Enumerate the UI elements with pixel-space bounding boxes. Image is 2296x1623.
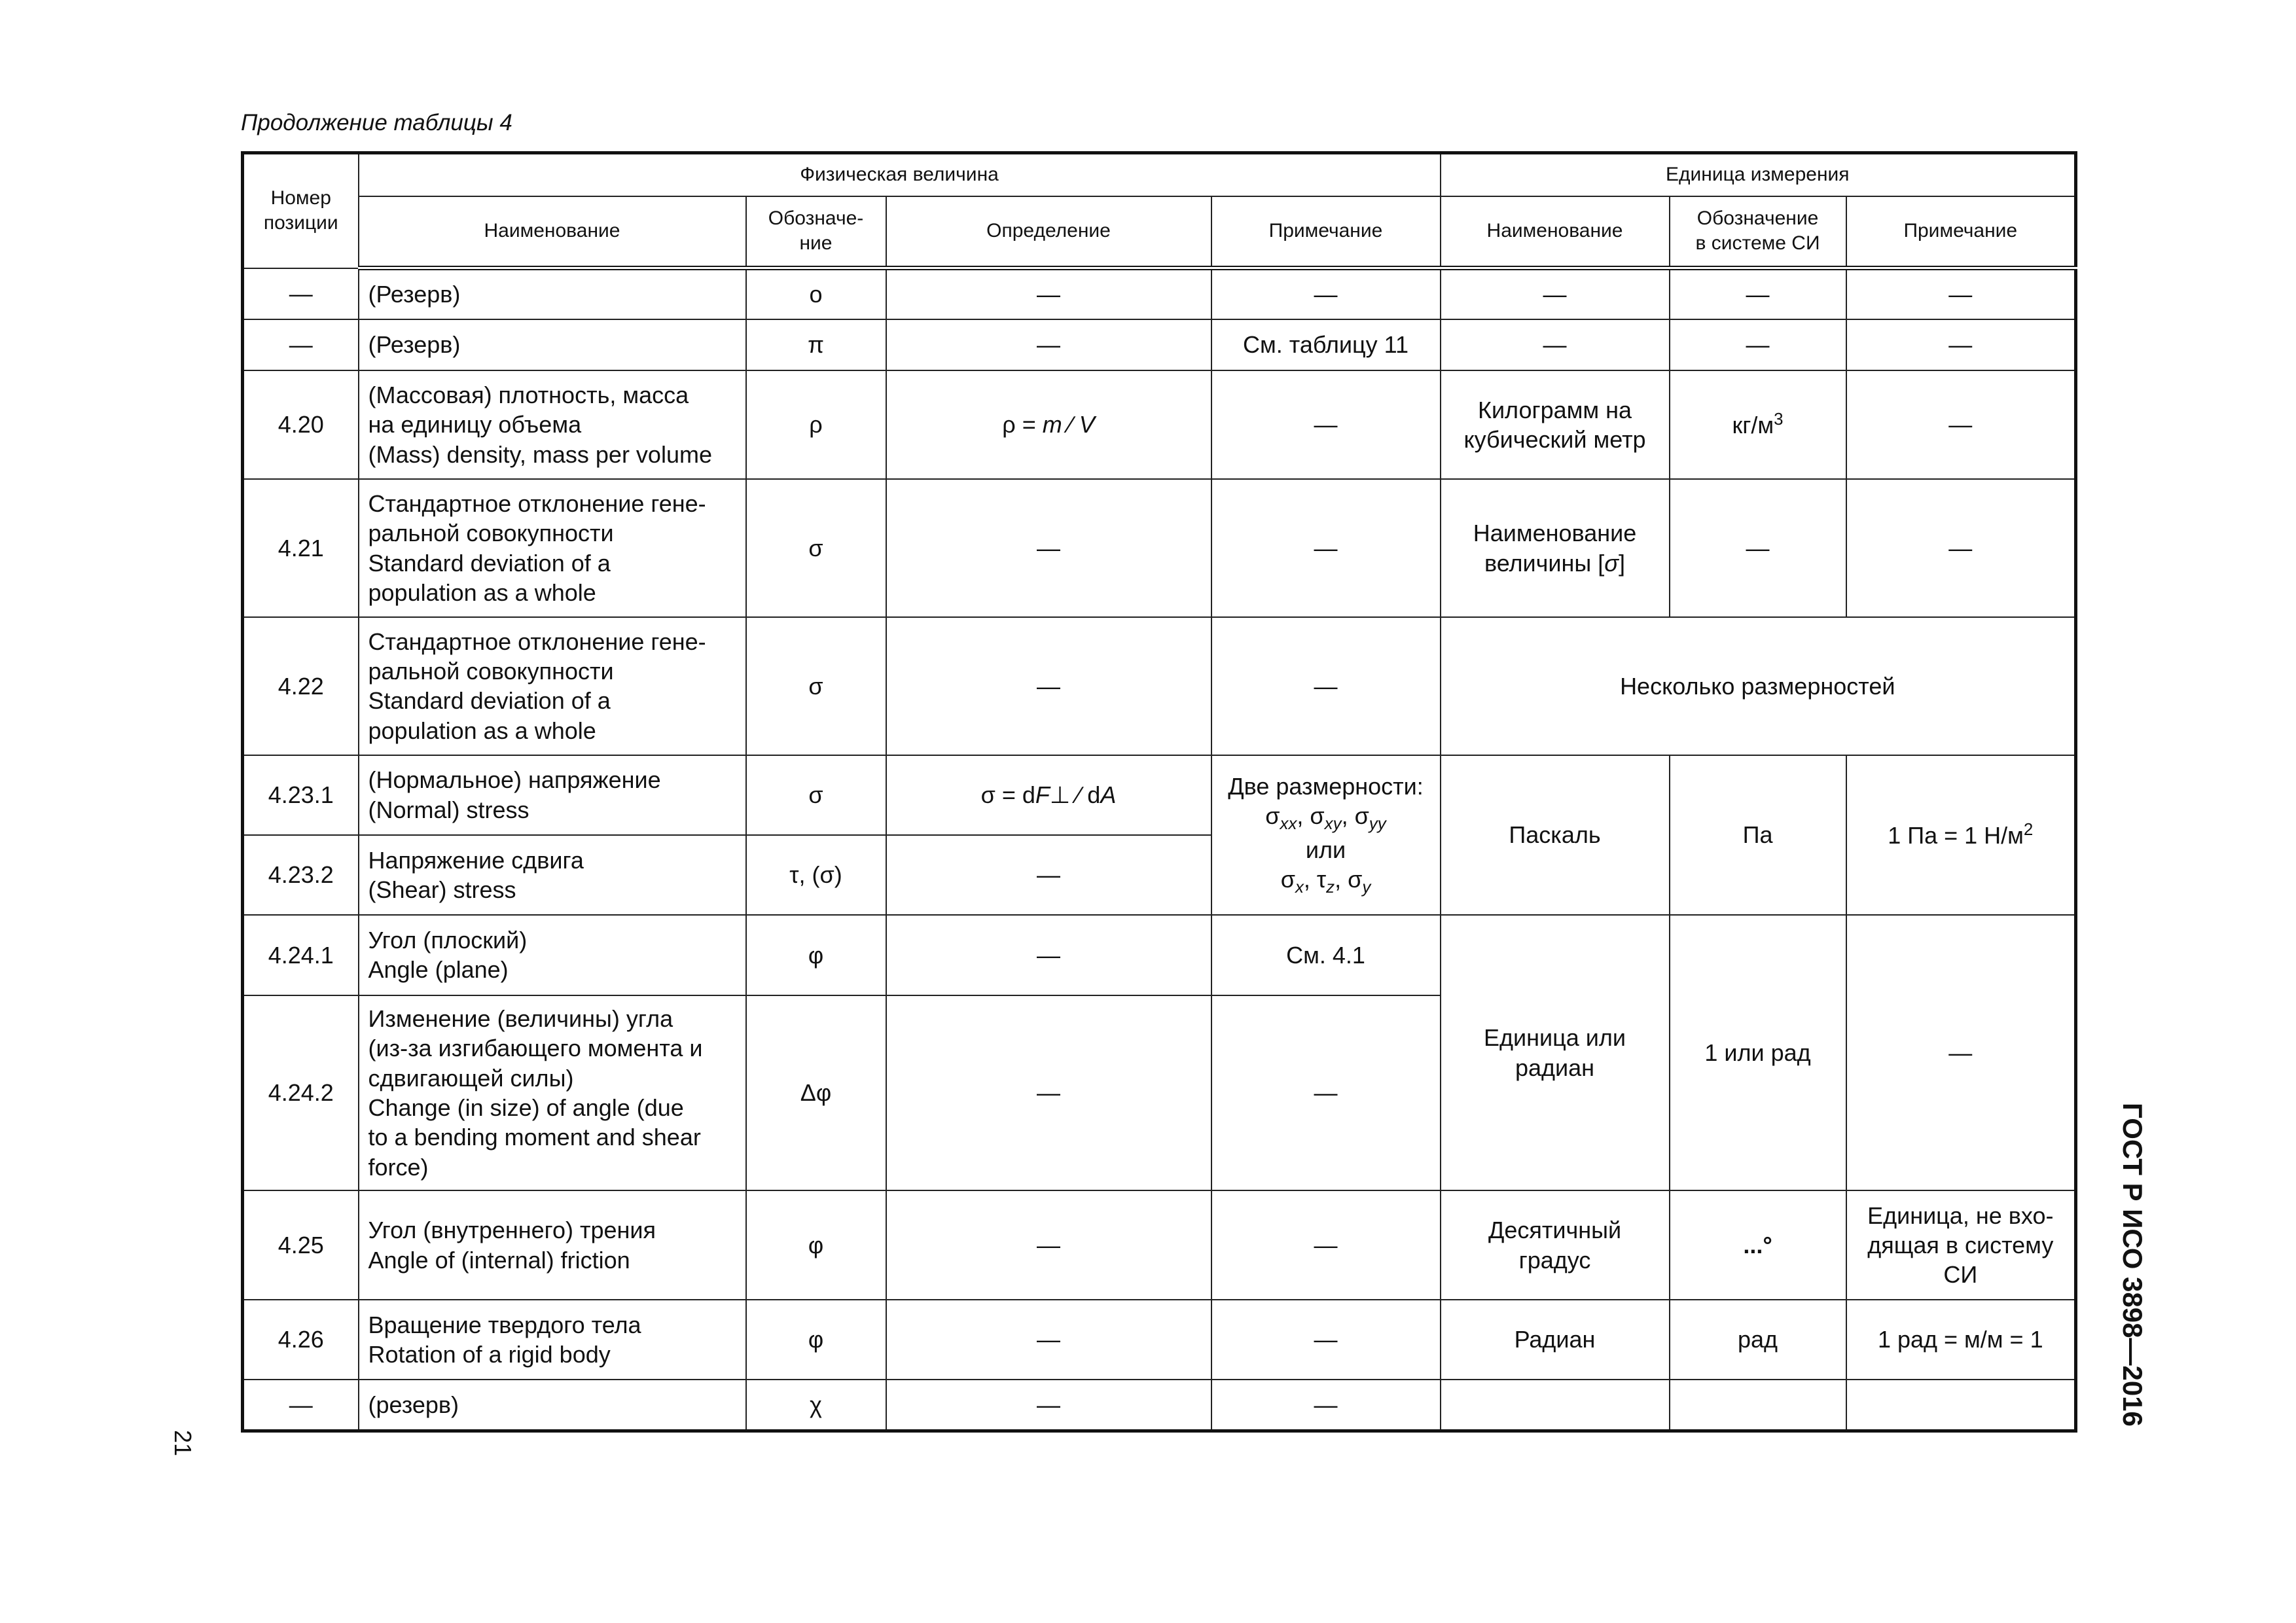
cell-definition: — bbox=[886, 995, 1211, 1191]
cell-unit-name bbox=[1441, 1380, 1670, 1431]
cell-unit-note: Единица, не вхо- дящая в систему СИ bbox=[1846, 1190, 2076, 1299]
cell-note: — bbox=[1211, 1380, 1441, 1431]
cell-definition: ρ = m ∕ V bbox=[886, 370, 1211, 479]
cell-unit-merged: Несколько размерностей bbox=[1441, 617, 2076, 755]
cell-num: — bbox=[243, 1380, 359, 1431]
cell-unit-name: — bbox=[1441, 268, 1670, 319]
cell-note: — bbox=[1211, 1300, 1441, 1380]
header-pq-note: Примечание bbox=[1211, 196, 1441, 268]
standard-designation: ГОСТ Р ИСО 3898—2016 bbox=[2117, 1103, 2148, 1427]
header-pq-symbol: Обозначе- ние bbox=[746, 196, 886, 268]
cell-num: 4.22 bbox=[243, 617, 359, 755]
cell-unit-name: — bbox=[1441, 319, 1670, 370]
cell-definition: — bbox=[886, 319, 1211, 370]
cell-name: Стандартное отклонение гене- ральной совокупности Standard deviation of a population as a whole bbox=[359, 617, 746, 755]
quantities-table bbox=[241, 151, 2077, 1433]
table-row bbox=[243, 479, 2076, 617]
cell-num: 4.20 bbox=[243, 370, 359, 479]
cell-note: — bbox=[1211, 268, 1441, 319]
cell-symbol: σ bbox=[746, 617, 886, 755]
page-number: 21 bbox=[170, 1430, 196, 1457]
table-row bbox=[243, 370, 2076, 479]
header-unit-note: Примечание bbox=[1846, 196, 2076, 268]
cell-unit-note: — bbox=[1846, 915, 2076, 1190]
cell-unit-name: Единица или радиан bbox=[1441, 915, 1670, 1190]
cell-unit-note: — bbox=[1846, 370, 2076, 479]
cell-name: Угол (плоский) Angle (plane) bbox=[359, 915, 746, 995]
header-pq-definition: Определение bbox=[886, 196, 1211, 268]
cell-unit-note: 1 рад = м/м = 1 bbox=[1846, 1300, 2076, 1380]
cell-note: — bbox=[1211, 1190, 1441, 1299]
header-pq-name: Наименование bbox=[359, 196, 746, 268]
cell-definition: — bbox=[886, 617, 1211, 755]
table-row bbox=[243, 319, 2076, 370]
cell-definition: — bbox=[886, 1190, 1211, 1299]
cell-unit-note bbox=[1846, 1380, 2076, 1431]
cell-unit-si: — bbox=[1670, 319, 1846, 370]
cell-unit-note: — bbox=[1846, 268, 2076, 319]
cell-symbol: π bbox=[746, 319, 886, 370]
cell-unit-name: Наименование величины [σ] bbox=[1441, 479, 1670, 617]
cell-unit-si bbox=[1670, 1380, 1846, 1431]
cell-num: — bbox=[243, 319, 359, 370]
cell-definition: — bbox=[886, 268, 1211, 319]
table-row bbox=[243, 915, 2076, 995]
cell-name: (Резерв) bbox=[359, 319, 746, 370]
table-row bbox=[243, 1300, 2076, 1380]
cell-unit-name: Килограмм на кубический метр bbox=[1441, 370, 1670, 479]
cell-unit-si: $кг/м^3$ bbox=[1670, 370, 1846, 479]
cell-note: См. таблицу 11 bbox=[1211, 319, 1441, 370]
cell-unit-note: — bbox=[1846, 479, 2076, 617]
table-row bbox=[243, 268, 2076, 319]
header-unit-si: Обозначение в системе СИ bbox=[1670, 196, 1846, 268]
cell-symbol: σ bbox=[746, 755, 886, 835]
cell-symbol: φ bbox=[746, 1300, 886, 1380]
header-physical-quantity: Физическая величина bbox=[359, 153, 1441, 196]
cell-definition: — bbox=[886, 915, 1211, 995]
cell-name: (Массовая) плотность, масса на единицу объема (Mass) density, mass per volume bbox=[359, 370, 746, 479]
cell-symbol: φ bbox=[746, 915, 886, 995]
cell-symbol: σ bbox=[746, 479, 886, 617]
cell-definition: — bbox=[886, 479, 1211, 617]
cell-definition: — bbox=[886, 1300, 1211, 1380]
table-row bbox=[243, 1190, 2076, 1299]
cell-name: Напряжение сдвига (Shear) stress bbox=[359, 835, 746, 915]
cell-symbol: Δφ bbox=[746, 995, 886, 1191]
cell-symbol: ο bbox=[746, 268, 886, 319]
cell-definition: σ = dF⊥ ∕ dA bbox=[886, 755, 1211, 835]
header-unit: Единица измерения bbox=[1441, 153, 2076, 196]
cell-name: (Нормальное) напряжение (Normal) stress bbox=[359, 755, 746, 835]
cell-note: — bbox=[1211, 617, 1441, 755]
cell-note: — bbox=[1211, 370, 1441, 479]
cell-name: (резерв) bbox=[359, 1380, 746, 1431]
table-row bbox=[243, 755, 2076, 835]
cell-num: 4.26 bbox=[243, 1300, 359, 1380]
table-row bbox=[243, 617, 2076, 755]
cell-num: 4.24.1 bbox=[243, 915, 359, 995]
cell-unit-name: Десятичный градус bbox=[1441, 1190, 1670, 1299]
cell-num: 4.24.2 bbox=[243, 995, 359, 1191]
cell-name: Вращение твердого тела Rotation of a rigid body bbox=[359, 1300, 746, 1380]
cell-num: 4.25 bbox=[243, 1190, 359, 1299]
cell-unit-note: — bbox=[1846, 319, 2076, 370]
table-caption: Продолжение таблицы 4 bbox=[241, 110, 512, 135]
cell-unit-name: Паскаль bbox=[1441, 755, 1670, 916]
cell-unit-note: 1 Па = 1 $Н/м^2$ bbox=[1846, 755, 2076, 916]
cell-symbol: χ bbox=[746, 1380, 886, 1431]
cell-num: 4.23.1 bbox=[243, 755, 359, 835]
header-unit-name: Наименование bbox=[1441, 196, 1670, 268]
cell-definition: — bbox=[886, 1380, 1211, 1431]
header-position-number: Номер позиции bbox=[243, 153, 359, 268]
cell-unit-si: рад bbox=[1670, 1300, 1846, 1380]
cell-unit-si: ...° bbox=[1670, 1190, 1846, 1299]
cell-name: Изменение (величины) угла (из-за изгибающего момента и сдвигающей силы) Change (in size) of angle (due to a bending moment and shear force) bbox=[359, 995, 746, 1191]
cell-num: — bbox=[243, 268, 359, 319]
cell-unit-si: Па bbox=[1670, 755, 1846, 916]
cell-symbol: τ, (σ) bbox=[746, 835, 886, 915]
cell-symbol: φ bbox=[746, 1190, 886, 1299]
table-row bbox=[243, 1380, 2076, 1431]
cell-note: — bbox=[1211, 995, 1441, 1191]
cell-note-stress: Две размерности: $\sigma_{xx}$, $\sigma_{xy}$, $\sigma_{yy}$ или $\sigma_x$, $\tau_z$, $\sigma_y$ bbox=[1211, 755, 1441, 916]
cell-definition: — bbox=[886, 835, 1211, 915]
cell-symbol: ρ bbox=[746, 370, 886, 479]
cell-name: (Резерв) bbox=[359, 268, 746, 319]
cell-unit-si: — bbox=[1670, 268, 1846, 319]
cell-num: 4.21 bbox=[243, 479, 359, 617]
cell-unit-name: Радиан bbox=[1441, 1300, 1670, 1380]
cell-num: 4.23.2 bbox=[243, 835, 359, 915]
cell-unit-si: 1 или рад bbox=[1670, 915, 1846, 1190]
cell-unit-si: — bbox=[1670, 479, 1846, 617]
cell-name: Стандартное отклонение гене- ральной совокупности Standard deviation of a population as a whole bbox=[359, 479, 746, 617]
cell-name: Угол (внутреннего) трения Angle of (internal) friction bbox=[359, 1190, 746, 1299]
cell-note: См. 4.1 bbox=[1211, 915, 1441, 995]
cell-note: — bbox=[1211, 479, 1441, 617]
